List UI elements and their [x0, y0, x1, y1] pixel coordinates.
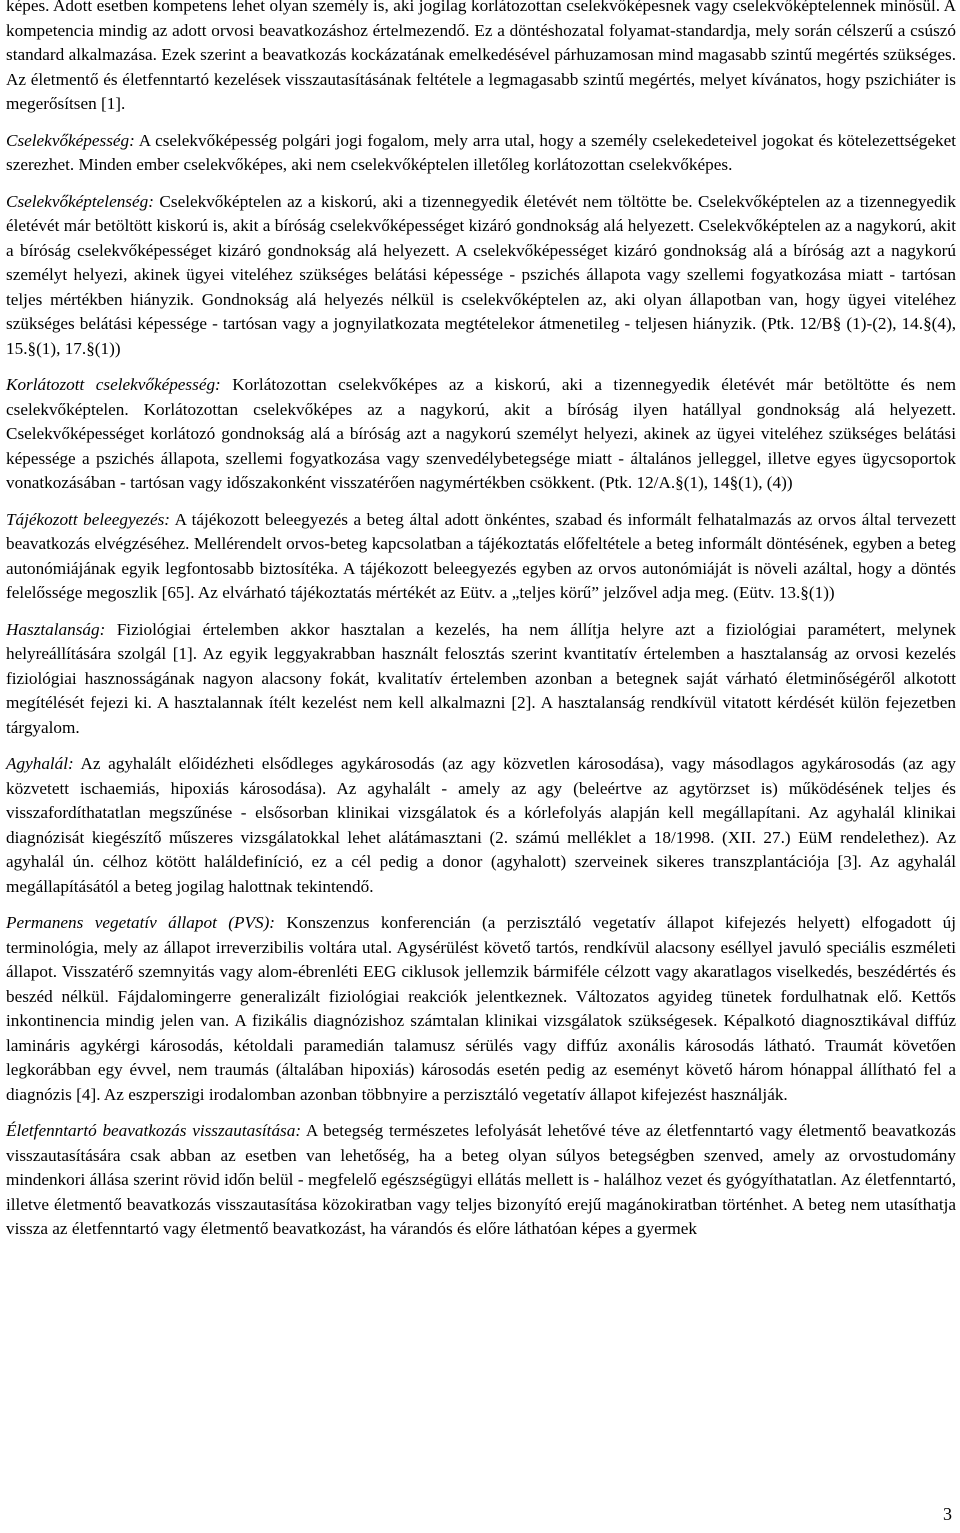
page-number: 3: [943, 1504, 952, 1524]
paragraph-competence-continued: [6, 0, 956, 117]
paragraph-tajekozott-beleegyezes: [6, 508, 956, 606]
term-label: Életfenntartó beavatkozás visszautasítása:: [6, 1121, 302, 1140]
paragraph-text: A tájékozott beleegyezés a beteg által adott önkéntes, szabad és informált felhatalmazás az orvos által tervezett beavatkozás elvégzéséhez. Mellérendelt orvos-beteg kapcsolatban a tájékoztatás előfeltétele a beteg informált döntésének, egyben a beteg autonómiájának egyik legfontosabb biztosítéka. A tájékozott beleegyezés egyben az orvos autonómiáját is növeli azáltal, hogy a döntés felelőssége megoszlik [65]. Az elvárható tájékoztatás mértékét az Eütv. a „teljes körű” jelzővel adja meg. (Eütv. 13.§(1)): [6, 509, 956, 602]
paragraph-text: Az agyhalált előidézheti elsődleges agykárosodás (az agy közvetlen károsodása), vagy másodlagos agykárosodás (az agy közvetett ischaemiás, hipoxiás károsodása). Az agyhalált - amely az agy (beleértve az agytörzset is) működésének teljes és visszafordíthatatlan megszűnése - elsősorban klinikai vizsgálatok és a kórlefolyás alapján kell megállapítani. Az agyhalál klinikai diagnózisát kiegészítő műszeres vizsgálatokkal lehet alátámasztani (2. számú melléklet a 18/1998. (XII. 27.) EüM rendelethez). Az agyhalál ún. célhoz kötött haláldefiníció, ez a cél pedig a donor (agyhalott) szerveinek sikeres transzplantációja [3]. Az agyhalál megállapításától a beteg jogilag halottnak tekintendő.: [6, 754, 956, 896]
paragraph-text: Konszenzus konferencián (a perzisztáló vegetatív állapot kifejezés helyett) elfogadott új terminológia, mely az állapot irreverzibilis voltára utal. Agysérülést követő tartós, rendkívül alacsony eséllyel javuló speciális eszméleti állapot. Visszatérő szemnyitás vagy alom-ébrenléti EEG ciklusok jellemzik bármiféle célzott vagy akaratlagos viselkedés, beszédértés és beszéd nélkül. Fájdalomingerre generalizált fiziológiai reakciók jelentkeznek. Változatos agyideg tünetek fordulhatnak elő. Kettős inkontinencia mindig jelen van. A fizikális diagnózishoz számtalan klinikai vizsgálatok szükségesek. Képalkotó diagnosztikával diffúz lamináris agykérgi károsodás, kétoldali paramedián talamusz sérülés vagy diffúz axonális károsodás látható. Traumát követően legkorábban egy évvel, nem traumás (általában hipoxiás) károsodás esetén pedig az eseményt követő három hónappal állítható fel a diagnózis [4]. Az eszperszigi irodalomban azonban többnyire a perzisztáló vegetatív állapot kifejezést használják.: [6, 913, 956, 1104]
paragraph-korlatozott-cselekvokepesseg: [6, 373, 956, 496]
paragraph-cselekvokepesseg: [6, 129, 956, 178]
term-label: Permanens vegetatív állapot (PVS):: [6, 913, 276, 932]
paragraph-text: A betegség természetes lefolyását lehetővé téve az életfenntartó vagy életmentő beavatkozás visszautasítására csak abban az esetben van lehetőség, ha a beteg olyan súlyos betegségben szenved, amely az orvostudomány mindenkori állása szerint rövid időn belül - megfelelő egészségügyi ellátás mellett is - halálhoz vezet és gyógyíthatatlan. Az életfenntartó, illetve életmentő beavatkozás visszautasítása közokiratban vagy teljes bizonyító erejű magánokiratban történhet. A beteg nem utasíthatja vissza az életfenntartó vagy életmentő beavatkozást, ha várandós és előre láthatóan képes a gyermek: [6, 1121, 956, 1238]
paragraph-text: Fiziológiai értelemben akkor hasztalan a kezelés, ha nem állítja helyre azt a fiziológiai paramétert, melynek helyreállítására szolgál [1]. Az egyik leggyakrabban használt felosztás szerint kvantitatív értelemben a hasztalanság az orvosi kezelés fiziológiai hasznosságának nagyon alacsony fokát, kvalitatív értelemben azonban a betegnek saját várható életminőségéről alkotott megítélését fejezi ki. A hasztalannak ítélt kezelést nem kell alkalmazni [2]. A hasztalanság rendkívül vitatott kérdését külön fejezetben tárgyalom.: [6, 619, 956, 737]
paragraph-eletfenntarto-visszautasitas: [6, 1119, 956, 1242]
paragraph-cselekvokeptelenseg: [6, 190, 956, 362]
paragraph-pvs: [6, 911, 956, 1107]
paragraph-text: képes. Adott esetben kompetens lehet olyan személy is, aki jogilag korlátozottan cselekvőképesnek vagy cselekvőképtelennek minősül. A kompetencia mindig az adott orvosi beavatkozáshoz értelmezendő. Ez a döntéshozatal folyamat-standardja, mely során célszerű a csúszó standard alkalmazása. Ezek szerint a beavatkozás kockázatának emelkedésével párhuzamosan mind magasabb szintű megértés szükséges. Az életmentő és életfenntartó kezelések visszautasításának feltétele a legmagasabb szintű megértés, melyet kívánatos, hogy pszichiáter is megerősítsen [1].: [6, 0, 956, 113]
term-label: Cselekvőképtelenség:: [6, 191, 154, 211]
paragraph-text: Cselekvőképtelen az a kiskorú, aki a tizennegyedik életévét nem töltötte be. Cselekvőképtelen az a tizennegyedik életévét már betöltött kiskorú is, akit a bíróság cselekvőképességet kizáró gondnokság alá helyezett. Cselekvőképtelen az a nagykorú, akit a bíróság cselekvőképességet kizáró gondnokság alá helyezett. A cselekvőképességet kizáró gondnokság alá a bíróság azt a nagykorú személyt helyezi, akinek ügyei viteléhez szükséges belátási képessége - pszichés állapota vagy szellemi fogyatkozása miatt - tartósan teljes mértékben hiányzik. Gondnokság alá helyezés nélkül is cselekvőképtelen az, aki olyan állapotban van, hogy ügyei viteléhez szükséges belátási képessége - tartósan vagy a jognyilatkozata megtételekor átmenetileg - teljesen hiányzik. (Ptk. 12/B§ (1)-(2), 14.§(4), 15.§(1), 17.§(1)): [6, 191, 956, 358]
term-label: Tájékozott beleegyezés:: [6, 509, 170, 529]
term-label: Hasztalanság:: [6, 619, 106, 639]
paragraph-hasztalansag: [6, 618, 956, 741]
term-label: Korlátozott cselekvőképesség:: [6, 375, 221, 394]
paragraph-text: A cselekvőképesség polgári jogi fogalom, mely arra utal, hogy a személy cselekedeteivel jogokat és kötelezettségeket szerezhet. Minden ember cselekvőképes, aki nem cselekvőképtelen illetőleg korlátozottan cselekvőképes.: [6, 130, 956, 174]
term-label: Cselekvőképesség:: [6, 130, 135, 150]
document-body: [6, 0, 956, 1254]
paragraph-agyhalal: [6, 752, 956, 899]
paragraph-text: Korlátozottan cselekvőképes az a kiskorú, aki a tizennegyedik életévét már betöltötte és nem cselekvőképtelen. Korlátozottan cselekvőképes az a nagykorú, akit a bíróság ilyen hatállyal gondnokság alá helyezett. Cselekvőképességet korlátozó gondnokság alá a bíróság azt a nagykorú személyt helyezi, akinek az ügyei viteléhez szükséges belátási képessége a pszichés állapota, szellemi fogyatkozása vagy szenvedélybetegsége miatt - általános jelleggel, illetve egyes ügycsoportok vonatkozásában - tartósan vagy időszakonként visszatérően nagymértékben csökkent. (Ptk. 12/A.§(1), 14§(1), (4)): [6, 375, 956, 492]
term-label: Agyhalál:: [6, 754, 74, 773]
